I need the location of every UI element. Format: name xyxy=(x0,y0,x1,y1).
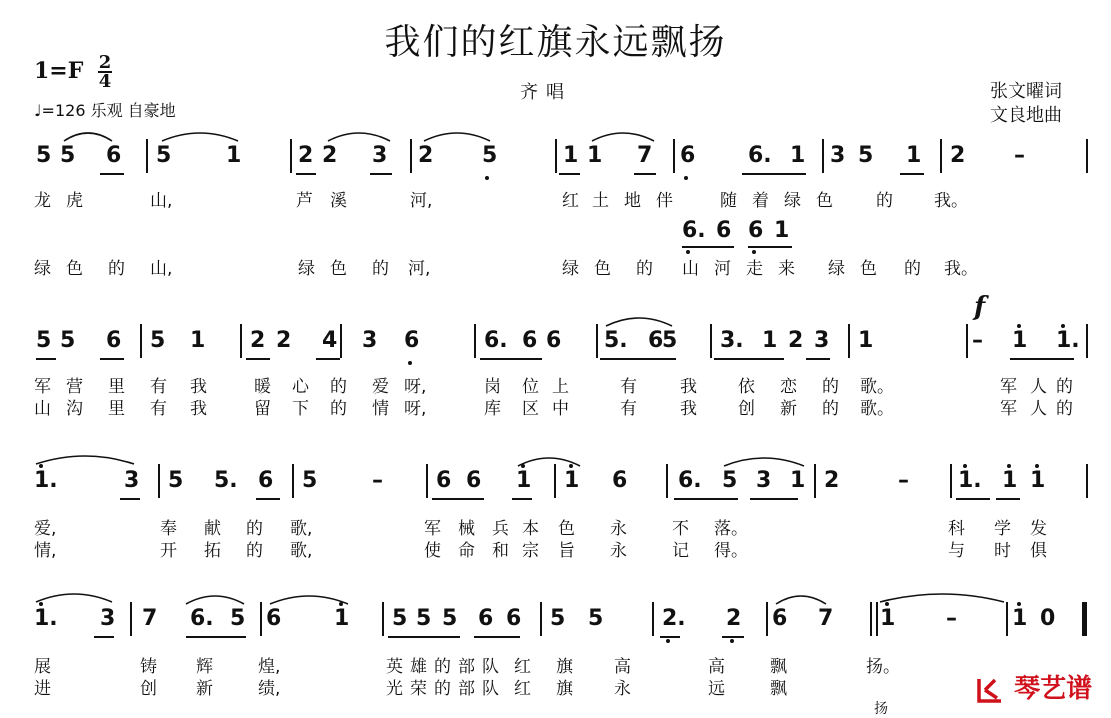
time-signature-bottom: 4 xyxy=(98,71,112,92)
system3-lyric: 色 xyxy=(558,519,575,539)
composer: 文良地曲 xyxy=(990,105,1062,126)
system1-lyric: 随 xyxy=(720,191,737,211)
system4-note: 6 xyxy=(772,606,788,631)
system4-note: 7 xyxy=(818,606,834,631)
system1-lyric: 红 xyxy=(562,191,579,211)
system1-lyric: 来 xyxy=(778,259,795,279)
system3-lyric: 爱, xyxy=(34,519,57,539)
watermark-text: 琴艺谱 xyxy=(1014,674,1093,704)
system1-lyric: 伴 xyxy=(656,191,673,211)
system2-lyric: 沟 xyxy=(66,399,83,419)
system2-lyric: 上 xyxy=(552,377,569,397)
key-signature: 1=F xyxy=(34,58,84,84)
system1-lyric: 色 xyxy=(330,259,347,279)
system3-note: 1. xyxy=(34,468,58,493)
system4-note: 7 xyxy=(142,606,158,631)
system3-note: 5 xyxy=(722,468,738,493)
system1-slur xyxy=(424,133,490,141)
system1-slur xyxy=(328,133,390,141)
system1-note: 2 xyxy=(298,143,314,168)
system1-note: 2 xyxy=(950,143,966,168)
system1-lyric: 绿 xyxy=(34,259,51,279)
system1-note: 3 xyxy=(830,143,846,168)
system1-lyric: 河, xyxy=(408,259,431,279)
tempo-marking: ♩=126 乐观 自豪地 xyxy=(34,101,176,120)
system1-note: 1 xyxy=(906,143,922,168)
system3-note: 6 xyxy=(258,468,274,493)
system3-slur xyxy=(518,458,580,466)
system4-lyric: 队 xyxy=(482,679,499,699)
system1-lyric: 的 xyxy=(108,259,125,279)
system3-lyric: 歌, xyxy=(290,541,313,561)
system4-lyric: 创 xyxy=(140,679,157,699)
system1-note: 6 xyxy=(680,143,696,168)
system1-lyric: 的 xyxy=(636,259,653,279)
system3-note: 3 xyxy=(756,468,772,493)
system3-note: 6 xyxy=(612,468,628,493)
system1-lyric: 色 xyxy=(66,259,83,279)
system2-note: 1. xyxy=(1056,328,1080,353)
system2-lyric: 恋 xyxy=(780,377,797,397)
system1-note: 5 xyxy=(36,143,52,168)
system2-lyric: 创 xyxy=(738,399,755,419)
system3-lyric: 科 xyxy=(948,519,965,539)
system2-lyric: 我 xyxy=(680,399,697,419)
system3-note: 5 xyxy=(168,468,184,493)
system3-lyric: 械 xyxy=(458,519,475,539)
system4-lyric: 旗 xyxy=(556,657,573,677)
system4-note: 5 xyxy=(588,606,604,631)
system2-lyric: 我 xyxy=(190,399,207,419)
system4-note: 6 xyxy=(266,606,282,631)
system3-note: 1. xyxy=(958,468,982,493)
system3-note: 3 xyxy=(124,468,140,493)
system3-lyric: 歌, xyxy=(290,519,313,539)
system4-lyric: 雄 xyxy=(410,657,427,677)
system2-lyric: 山 xyxy=(34,399,51,419)
system4-lyric: 辉 xyxy=(196,657,213,677)
system3-note: 5 xyxy=(302,468,318,493)
system1-lyric: 走 xyxy=(746,259,763,279)
system4-note: 0 xyxy=(1040,606,1056,631)
system4-note: 5 xyxy=(392,606,408,631)
system2-lyric: 情 xyxy=(372,399,389,419)
system4-lyric: 飘 xyxy=(770,679,787,699)
system3-note: 1 xyxy=(516,468,532,493)
system3-slur xyxy=(36,456,134,464)
system3-note: 1 xyxy=(564,468,580,493)
system1-note: 1 xyxy=(587,143,603,168)
system1-lyric: 绿 xyxy=(298,259,315,279)
system1-lyric: 山, xyxy=(150,191,173,211)
system3-lyric: 命 xyxy=(458,541,475,561)
system4-note: 5 xyxy=(416,606,432,631)
system4-slur xyxy=(186,596,244,604)
system2-lyric: 有 xyxy=(620,377,637,397)
system2-note: 6 xyxy=(404,328,420,353)
system1-lyric: 的 xyxy=(372,259,389,279)
system1-alt-note: 6. xyxy=(682,218,706,243)
system3-note: 1 xyxy=(1002,468,1018,493)
system2-lyric: 里 xyxy=(108,399,125,419)
system1-lyric: 的 xyxy=(904,259,921,279)
system2-note: 5 xyxy=(36,328,52,353)
system2-lyric: 营 xyxy=(66,377,83,397)
system1-note: 5 xyxy=(156,143,172,168)
system1-slur xyxy=(592,133,654,141)
system4-lyric: 的 xyxy=(434,679,451,699)
time-signature-top: 2 xyxy=(98,52,112,73)
system4-note: 2 xyxy=(726,606,742,631)
system4-lyric: 光 xyxy=(386,679,403,699)
system3-lyric: 旨 xyxy=(558,541,575,561)
system3-note: 2 xyxy=(824,468,840,493)
system4-note: 1. xyxy=(34,606,58,631)
system4-lyric: 部 xyxy=(458,657,475,677)
system1-lyric: 地 xyxy=(624,191,641,211)
system3-lyric: 兵 xyxy=(492,519,509,539)
system3-lyric: 开 xyxy=(160,541,177,561)
system4-lyric: 的 xyxy=(434,657,451,677)
system4-lyric: 绩, xyxy=(258,679,281,699)
system4-note: 5 xyxy=(550,606,566,631)
system1-lyric: 我。 xyxy=(934,191,968,211)
system2-note: 4 xyxy=(322,328,338,353)
system1-lyric: 芦 xyxy=(296,191,313,211)
system1-note: 2 xyxy=(418,143,434,168)
system2-note: 2 xyxy=(276,328,292,353)
system2-note: 1 xyxy=(858,328,874,353)
system1-note: 1 xyxy=(226,143,242,168)
system4-note: – xyxy=(946,606,957,631)
system4-note: 1 xyxy=(334,606,350,631)
system1-slur xyxy=(162,133,238,141)
system1-note: 1 xyxy=(563,143,579,168)
system3-lyric: 学 xyxy=(994,519,1011,539)
system2-lyric: 的 xyxy=(330,377,347,397)
system3-note: 6. xyxy=(678,468,702,493)
system2-note: 1 xyxy=(1012,328,1028,353)
system1-lyric: 着 xyxy=(752,191,769,211)
system2-lyric: 歌。 xyxy=(860,399,894,419)
system2-lyric: 我 xyxy=(680,377,697,397)
system3-slur xyxy=(724,458,804,466)
system3-note: 6 xyxy=(466,468,482,493)
forte-dynamic: f xyxy=(974,292,986,322)
system3-lyric: 永 xyxy=(610,519,627,539)
system3-note: 6 xyxy=(436,468,452,493)
system4-slur xyxy=(36,594,112,602)
system3-lyric: 与 xyxy=(948,541,965,561)
system3-lyric: 俱 xyxy=(1030,541,1047,561)
system4-note: 3 xyxy=(100,606,116,631)
system4-note: 6 xyxy=(506,606,522,631)
system3-note: 1 xyxy=(790,468,806,493)
system4-lyric: 红 xyxy=(514,657,531,677)
system2-lyric: 呀, xyxy=(404,377,427,397)
system4-lyric: 煌, xyxy=(258,657,281,677)
song-title: 我们的红旗永远飘扬 xyxy=(384,22,727,63)
system3-lyric: 记 xyxy=(672,541,689,561)
system3-lyric: 本 xyxy=(522,519,539,539)
system1-alt-note: 1 xyxy=(774,218,790,243)
system4-lyric: 扬。 xyxy=(866,657,900,677)
system4-lyric: 飘 xyxy=(770,657,787,677)
system1-lyric: 绿 xyxy=(828,259,845,279)
system1-note: 6 xyxy=(106,143,122,168)
system1-lyric: 绿 xyxy=(562,259,579,279)
system1-note: 3 xyxy=(372,143,388,168)
system1-note: 7 xyxy=(637,143,653,168)
system3-lyric: 时 xyxy=(994,541,1011,561)
system2-note: 3. xyxy=(720,328,744,353)
system3-lyric: 得。 xyxy=(714,541,748,561)
system4-note: 2. xyxy=(662,606,686,631)
system3-lyric: 的 xyxy=(246,541,263,561)
system4-lyric: 红 xyxy=(514,679,531,699)
system1-slur xyxy=(64,133,112,141)
system2-note: 5. xyxy=(604,328,628,353)
system2-note: 2 xyxy=(788,328,804,353)
system2-lyric: 里 xyxy=(108,377,125,397)
system2-lyric: 的 xyxy=(822,377,839,397)
system4-lyric: 队 xyxy=(482,657,499,677)
system3-lyric: 永 xyxy=(610,541,627,561)
system3-note: – xyxy=(372,468,383,493)
system2-lyric: 歌。 xyxy=(860,377,894,397)
logo-icon xyxy=(975,676,1005,704)
system2-note: 6. xyxy=(484,328,508,353)
system2-lyric: 中 xyxy=(552,399,569,419)
system1-lyric: 色 xyxy=(860,259,877,279)
system4-note: 6. xyxy=(190,606,214,631)
system2-lyric: 有 xyxy=(150,377,167,397)
system2-note: 5 xyxy=(150,328,166,353)
system4-lyric: 新 xyxy=(196,679,213,699)
system4-note: 1 xyxy=(1012,606,1028,631)
system3-lyric: 宗 xyxy=(522,541,539,561)
system1-note: 2 xyxy=(322,143,338,168)
system4-lyric: 高 xyxy=(708,657,725,677)
system4-lyric: 进 xyxy=(34,679,51,699)
system4-lyric: 远 xyxy=(708,679,725,699)
system1-lyric: 色 xyxy=(594,259,611,279)
system2-lyric: 军 xyxy=(34,377,51,397)
system2-lyric: 呀, xyxy=(404,399,427,419)
system1-lyric: 虎 xyxy=(66,191,83,211)
system1-lyric: 色 xyxy=(816,191,833,211)
system1-lyric: 绿 xyxy=(784,191,801,211)
system4-lyric: 旗 xyxy=(556,679,573,699)
system3-note: – xyxy=(898,468,909,493)
system4-lyric: 高 xyxy=(614,657,631,677)
system1-alt-note: 6 xyxy=(748,218,764,243)
system2-lyric: 的 xyxy=(822,399,839,419)
system2-note: 1 xyxy=(190,328,206,353)
system4-slur xyxy=(880,594,1004,602)
system3-lyric: 情, xyxy=(34,541,57,561)
system2-lyric: 下 xyxy=(292,399,309,419)
system2-lyric: 依 xyxy=(738,377,755,397)
system3-lyric: 献 xyxy=(204,519,221,539)
system2-lyric: 岗 xyxy=(484,377,501,397)
system1-lyric: 河, xyxy=(410,191,433,211)
system4-lyric: 铸 xyxy=(140,657,157,677)
system4-lyric-cut: 扬 xyxy=(874,701,888,717)
system2-lyric: 暖 xyxy=(254,377,271,397)
system2-lyric: 我 xyxy=(190,377,207,397)
system1-note: 5 xyxy=(858,143,874,168)
system3-note: 5. xyxy=(214,468,238,493)
system1-lyric: 河 xyxy=(714,259,731,279)
system3-lyric: 的 xyxy=(246,519,263,539)
system4-slur xyxy=(270,596,348,604)
system1-lyric: 我。 xyxy=(944,259,978,279)
system2-slur xyxy=(606,318,672,326)
system2-lyric: 新 xyxy=(780,399,797,419)
system3-lyric: 拓 xyxy=(204,541,221,561)
system1-alt-note: 6 xyxy=(716,218,732,243)
system1-note: – xyxy=(1014,143,1025,168)
system2-lyric: 留 xyxy=(254,399,271,419)
performance-style: 齐唱 xyxy=(520,82,572,103)
system2-note: 5 xyxy=(662,328,678,353)
system2-note: – xyxy=(972,328,983,353)
system1-lyric: 溪 xyxy=(330,191,347,211)
system4-slur xyxy=(776,596,826,604)
system4-lyric: 荣 xyxy=(410,679,427,699)
system1-lyric: 土 xyxy=(592,191,609,211)
system3-lyric: 发 xyxy=(1030,519,1047,539)
system4-lyric: 部 xyxy=(458,679,475,699)
system2-note: 5 xyxy=(60,328,76,353)
system1-note: 1 xyxy=(790,143,806,168)
system3-lyric: 和 xyxy=(492,541,509,561)
system1-lyric: 山 xyxy=(682,259,699,279)
system2-note: 6 xyxy=(106,328,122,353)
system2-lyric: 人 xyxy=(1030,399,1047,419)
system1-lyric: 山, xyxy=(150,259,173,279)
system1-note: 6. xyxy=(748,143,772,168)
system2-lyric: 军 xyxy=(1000,399,1017,419)
system2-note: 1 xyxy=(762,328,778,353)
system2-lyric: 的 xyxy=(1056,377,1073,397)
system1-lyric: 的 xyxy=(876,191,893,211)
system3-lyric: 不 xyxy=(672,519,689,539)
system2-note: 3 xyxy=(814,328,830,353)
system4-note: 6 xyxy=(478,606,494,631)
system4-note: 5 xyxy=(442,606,458,631)
system3-note: 1 xyxy=(1030,468,1046,493)
system2-lyric: 爱 xyxy=(372,377,389,397)
system2-lyric: 军 xyxy=(1000,377,1017,397)
system4-note: 1 xyxy=(880,606,896,631)
system2-note: 2 xyxy=(250,328,266,353)
system1-note: 5 xyxy=(60,143,76,168)
lyricist: 张文曜词 xyxy=(990,81,1062,102)
system2-lyric: 的 xyxy=(330,399,347,419)
system2-lyric: 的 xyxy=(1056,399,1073,419)
system3-lyric: 军 xyxy=(424,519,441,539)
system2-note: 6 xyxy=(522,328,538,353)
system2-lyric: 区 xyxy=(522,399,539,419)
system1-lyric: 龙 xyxy=(34,191,51,211)
system2-lyric: 库 xyxy=(484,399,501,419)
system1-note: 5 xyxy=(482,143,498,168)
system2-note: 6 xyxy=(648,328,664,353)
system2-note: 6 xyxy=(546,328,562,353)
system3-lyric: 奉 xyxy=(160,519,177,539)
system4-note: 5 xyxy=(230,606,246,631)
system2-note: 3 xyxy=(362,328,378,353)
system3-lyric: 落。 xyxy=(714,519,748,539)
watermark-logo xyxy=(975,668,1092,705)
system2-lyric: 有 xyxy=(150,399,167,419)
system4-lyric: 展 xyxy=(34,657,51,677)
system3-lyric: 使 xyxy=(424,541,441,561)
system2-lyric: 人 xyxy=(1030,377,1047,397)
system4-lyric: 永 xyxy=(614,679,631,699)
system2-lyric: 有 xyxy=(620,399,637,419)
system2-lyric: 心 xyxy=(292,377,309,397)
system2-lyric: 位 xyxy=(522,377,539,397)
system4-lyric: 英 xyxy=(386,657,403,677)
